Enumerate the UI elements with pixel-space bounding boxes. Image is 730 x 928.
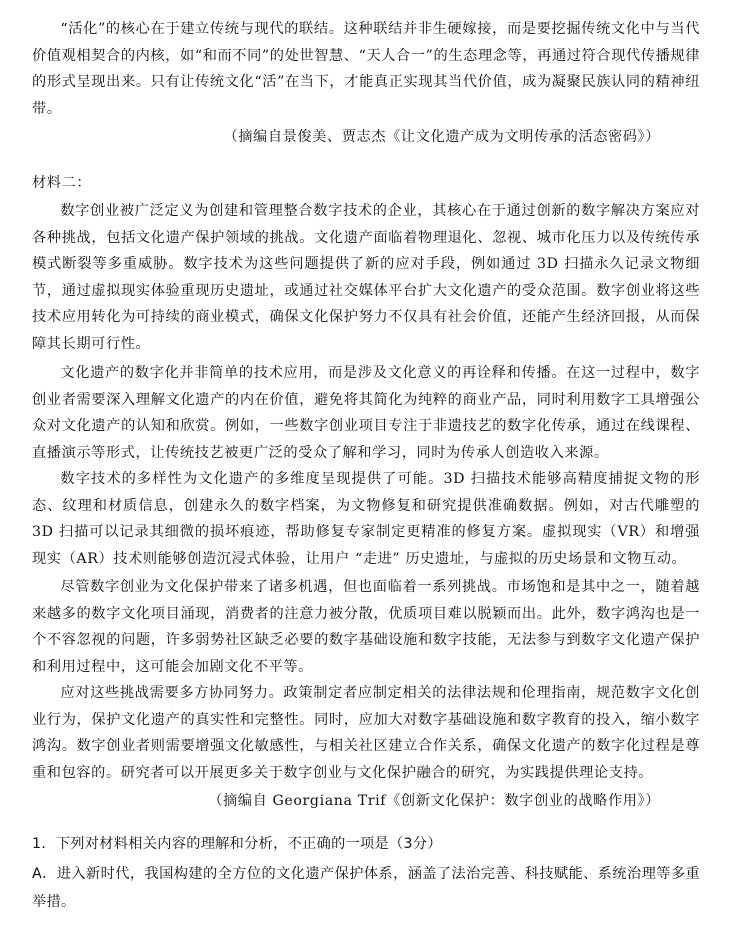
material2-heading: 材料二： [32, 175, 92, 191]
material2-paragraph-2: 文化遗产的数字化并非简单的技术应用，而是涉及文化意义的再诠释和传播。在这一过程中，数字创业者需要深入理解文化遗产的内在价值，避免将其简化为纯粹的商业产品，同时利用数字工具增强公众对文化遗产的认知和欣赏。例如，一些数字创业项目专注于非遗技艺的数字化传承，通过在线课程、直播演示等形式，让传统技艺被更广泛的受众了解和学习，同时为传承人创造收入来源。 [32, 365, 700, 461]
material2-paragraph-3: 数字技术的多样性为文化遗产的多维度呈现提供了可能。3D 扫描技术能够高精度捕捉文物的形态、纹理和材质信息，创建永久的数字档案，为文物修复和研究提供准确数据。例如，对古代雕塑的 3D 扫描可以记录其细微的损坏痕迹，帮助修复专家制定更精准的修复方案。虚拟现实（VR）和增强现实（AR）技术则能够创造沉浸式体验，让用户 “走进” 历史遗址，与虚拟的历史场景和文物互动。 [32, 471, 700, 567]
question-1-option-a: A．进入新时代，我国构建的全方位的文化遗产保护体系，涵盖了法治完善、科技赋能、系统治理等多重举措。 [32, 866, 700, 910]
material2-paragraph-1: 数字创业被广泛定义为创建和管理整合数字技术的企业，其核心在于通过创新的数字解决方案应对各种挑战，包括文化遗产保护领域的挑战。文化遗产面临着物理退化、忽视、城市化压力以及传统传承模式断裂等多重威胁。数字技术为这些问题提供了新的应对手段，例如通过 3D 扫描永久记录文物细节，通过虚拟现实体验重现历史遗址，或通过社交媒体平台扩大文化遗产的受众范围。数字创业将这些技术应用转化为可持续的商业模式，确保文化保护努力不仅具有社会价值，还能产生经济回报，从而保障其长期可行性。 [32, 203, 700, 352]
material2-source-citation: （摘编自 Georgiana Trif《创新文化保护：数字创业的战略作用》） [208, 793, 660, 809]
material1-source-citation: （摘编自景俊美、贾志杰《让文化遗产成为文明传承的活态密码》） [223, 129, 660, 145]
material1-closing-paragraph: “活化”的核心在于建立传统与现代的联结。这种联结并非生硬嫁接，而是要挖掘传统文化中与当代价值观相契合的内核，如“和而不同”的处世智慧、“天人合一”的生态理念等，再通过符合现代传播规律的形式呈现出来。只有让传统文化“活”在当下，才能真正实现其当代价值，成为凝聚民族认同的精神纽带。 [32, 21, 700, 117]
material2-paragraph-4: 尽管数字创业为文化保护带来了诸多机遇，但也面临着一系列挑战。市场饱和是其中之一，随着越来越多的数字文化项目涌现，消费者的注意力被分散，优质项目难以脱颖而出。此外，数字鸿沟也是一个不容忽视的问题，许多弱势社区缺乏必要的数字基础设施和数字技能，无法参与到数字文化遗产保护和利用过程中，这可能会加剧文化不平等。 [32, 579, 700, 675]
question-1-stem: 1．下列对材料相关内容的理解和分析，不正确的一项是（3分） [32, 836, 442, 852]
material2-paragraph-5: 应对这些挑战需要多方协同努力。政策制定者应制定相关的法律法规和伦理指南，规范数字文化创业行为，保护文化遗产的真实性和完整性。同时，应加大对数字基础设施和数字教育的投入，缩小数字鸿沟。数字创业者则需要增强文化敏感性，与相关社区建立合作关系，确保文化遗产的数字化过程是尊重和包容的。研究者可以开展更多关于数字创业与文化保护融合的研究，为实践提供理论支持。 [32, 685, 700, 781]
